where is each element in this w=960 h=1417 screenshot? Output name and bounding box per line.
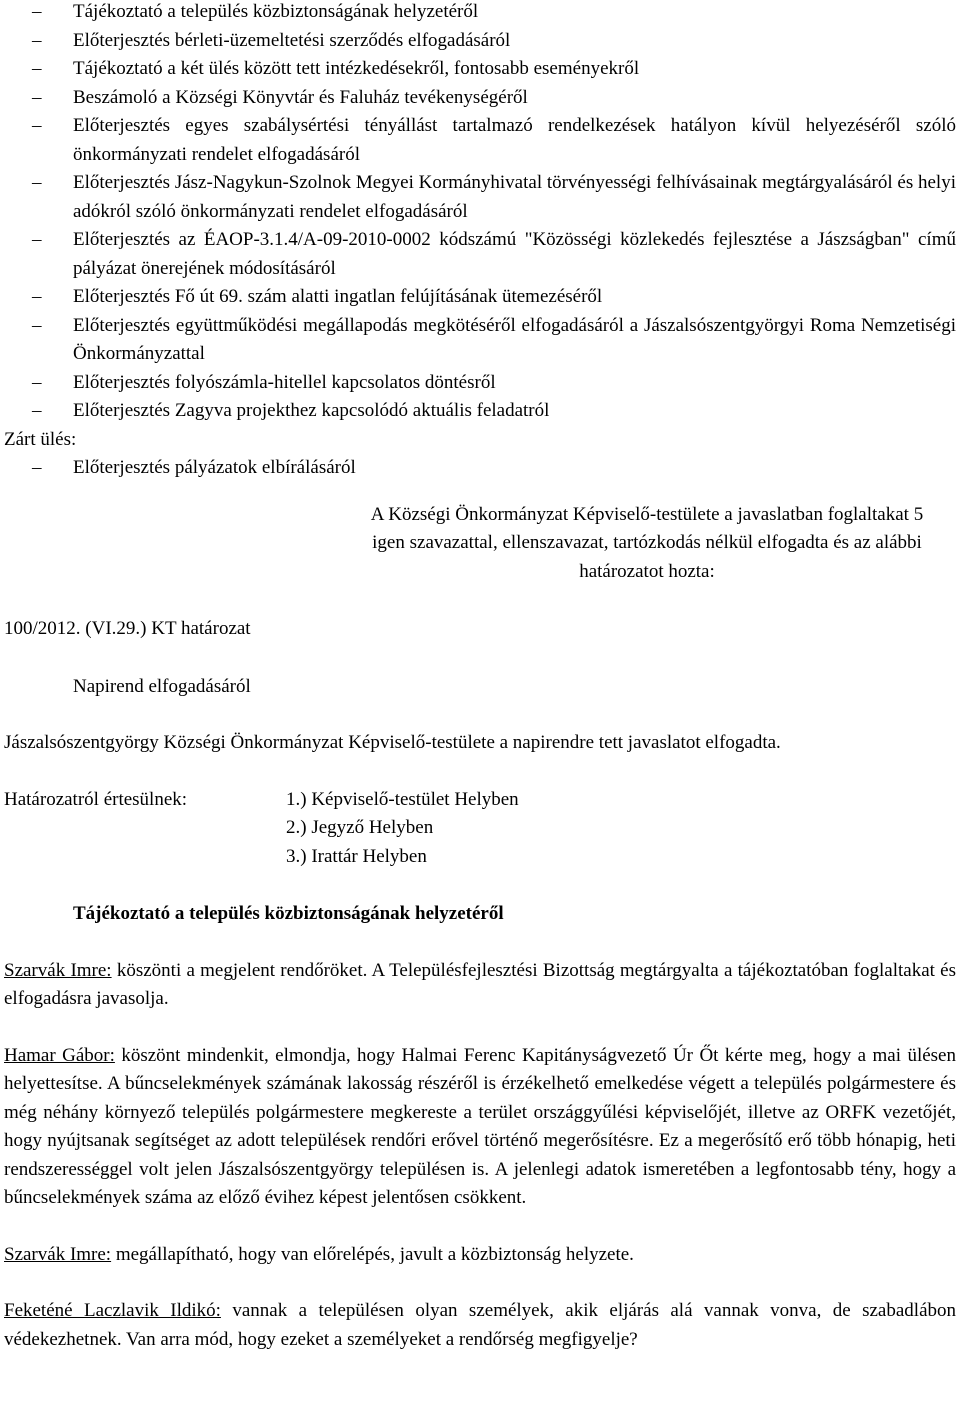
dash-marker: –	[32, 286, 42, 307]
recipients-list	[286, 786, 519, 872]
dash-marker: –	[32, 400, 42, 421]
closed-agenda-list	[4, 454, 956, 483]
agenda-item-text: Előterjesztés Fő út 69. szám alatti ingatlan felújításának ütemezéséről	[73, 286, 603, 307]
agenda-item	[4, 112, 956, 169]
speech-text: köszönt mindenkit, elmondja, hogy Halmai Ferenc Kapitányságvezető Úr Őt kérte meg, hogy a mai ülésen helyettesítse. A bűncselekmények számának lakosság részéről is érzékelhető emelkedése végett a település polgármestere és még néhány környező település polgármestere megkereste a terület országgyűlési képviselőjét, illetve az ORFK vezetőjét, hogy nyújtsanak segítséget az adott települések rendőri erővel történő megerősítésre. Ez a megerősítő erő több hónapig, heti rendszerességgel volt jelen Jászalsószentgyörgy településen is. A jelenlegi adatok ismeretében a legfontosabb tény, hogy a bűncselekmények száma az előző évihez képest jelentősen csökkent.	[4, 1044, 956, 1208]
agenda-item	[4, 27, 956, 56]
agenda-item	[4, 84, 956, 113]
speech-text: megállapítható, hogy van előrelépés, javult a közbiztonság helyzete.	[111, 1243, 634, 1265]
agenda-item-text: Előterjesztés pályázatok elbírálásáról	[73, 457, 356, 478]
closed-session-label: Zárt ülés:	[4, 428, 77, 450]
recipient-item: 2.) Jegyző Helyben	[286, 817, 434, 838]
dash-marker: –	[32, 457, 42, 478]
speaker-name: Szarvák Imre:	[4, 1243, 112, 1265]
dash-marker: –	[32, 172, 42, 193]
dash-marker: –	[32, 1, 42, 22]
agenda-item-text: Előterjesztés Zagyva projekthez kapcsolódó aktuális feladatról	[73, 400, 550, 421]
dash-marker: –	[32, 86, 42, 108]
document-page	[4, 0, 956, 1354]
agenda-item-text: Előterjesztés Jász-Nagykun-Szolnok Megyei Kormányhivatal törvényességi felhívásainak megtárgyalásáról és helyi adókról szóló önkormányzati rendelet elfogadásáról	[73, 172, 956, 222]
vote-statement: A Községi Önkormányzat Képviselő-testülete a javaslatban foglaltakat 5 igen szavazattal, ellenszavazat, tartózkodás nélkül elfogadta és az alábbi határozatot hozta:	[370, 503, 924, 582]
recipient-item: 1.) Képviselő-testület Helyben	[286, 788, 519, 810]
resolution-text: Jászalsószentgyörgy Községi Önkormányzat Képviselő-testülete a napirendre tett javaslatot elfogadta.	[4, 732, 781, 753]
agenda-item	[4, 169, 956, 226]
agenda-item-text: Előterjesztés folyószámla-hitellel kapcsolatos döntésről	[73, 371, 496, 393]
agenda-item-text: Tájékoztató a település közbiztonságának helyzetéről	[73, 1, 479, 22]
speech-text: vannak a településen olyan személyek, akik eljárás alá vannak vonva, de szabadlábon védekezhetnek. Van arra mód, hogy ezeket a személyeket a rendőrség megfigyelje?	[4, 1300, 957, 1350]
dash-marker: –	[32, 314, 42, 336]
speaker-name: Feketéné Laczlavik Ildikó:	[4, 1300, 221, 1321]
agenda-item-text: Tájékoztató a két ülés között tett intézkedésekről, fontosabb eseményekről	[73, 58, 640, 79]
dash-marker: –	[32, 371, 42, 393]
recipients-block	[4, 786, 956, 872]
speech-text: köszönti a megjelent rendőröket. A Településfejlesztési Bizottság megtárgyalta a tájékoztatóban foglaltakat és elfogadásra javasolja.	[4, 959, 956, 1009]
agenda-item	[4, 283, 956, 312]
agenda-item	[4, 55, 956, 84]
minutes-paragraph	[4, 1042, 956, 1213]
speaker-name: Hamar Gábor:	[4, 1044, 115, 1066]
minutes-paragraph	[4, 1241, 956, 1270]
agenda-item	[4, 369, 956, 398]
section-title: Tájékoztató a település közbiztonságának helyzetéről	[73, 903, 504, 924]
minutes-paragraph	[4, 957, 956, 1014]
dash-marker: –	[32, 29, 42, 51]
agenda-item-text: Előterjesztés az ÉAOP-3.1.4/A-09-2010-0002 kódszámú "Közösségi közlekedés fejlesztése a Jászságban" című pályázat önerejének módosításáról	[73, 229, 956, 279]
resolution-number: 100/2012. (VI.29.) KT határozat	[4, 618, 251, 639]
speaker-name: Szarvák Imre:	[4, 959, 112, 981]
agenda-item	[4, 226, 956, 283]
minutes-paragraph	[4, 1297, 956, 1354]
agenda-item	[4, 397, 956, 426]
agenda-item-text: Előterjesztés egyes szabálysértési tényállást tartalmazó rendelkezések hatályon kívül helyezéséről szóló önkormányzati rendelet elfogadásáról	[73, 115, 956, 165]
agenda-item	[4, 454, 956, 483]
resolution-subject: Napirend elfogadásáról	[73, 675, 251, 697]
dash-marker: –	[32, 58, 42, 79]
dash-marker: –	[32, 229, 42, 250]
agenda-item	[4, 312, 956, 369]
agenda-list	[4, 0, 956, 426]
agenda-item-text: Beszámoló a Községi Könyvtár és Faluház tevékenységéről	[73, 86, 528, 108]
agenda-item-text: Előterjesztés együttműködési megállapodás megkötéséről elfogadásáról a Jászalsószentgyörgyi Roma Nemzetiségi Önkormányzattal	[73, 314, 956, 364]
dash-marker: –	[32, 115, 42, 136]
agenda-item-text: Előterjesztés bérleti-üzemeltetési szerződés elfogadásáról	[73, 29, 511, 51]
recipients-label: Határozatról értesülnek:	[4, 788, 188, 810]
agenda-item	[4, 0, 956, 27]
recipient-item: 3.) Irattár Helyben	[286, 845, 427, 867]
